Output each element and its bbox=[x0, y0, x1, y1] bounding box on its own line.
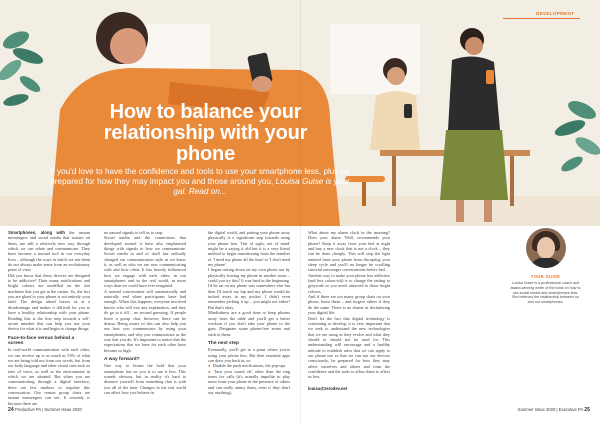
subheading: Face-to-face versus behind a screen bbox=[8, 335, 75, 346]
article-headline: How to balance your relationship with your phone bbox=[103, 101, 308, 165]
standfirst-text: If you'd love to have the confidence and tools to use your smartphone less, plus be prepared for how they may impact you and those around you, bbox=[50, 167, 350, 187]
paragraph: Don't let the fact that digital technology is continuing to develop, it is very important that we seek to understand the new technologies that we are using as they evolve and what they should or should not be used for. This understanding will encourage and a healthy attitude to establish rules that we can apply to our phone use so that we can use our devices consciously, be prepared for how they may affect ourselves and others and form the confidence and the tools to allow them to affect us less. bbox=[308, 315, 390, 380]
paragraph: Another way to make your phone less addictive (and less colour-ish) is to change the setting to greyscale so you aren't attracted to those bright colours. bbox=[308, 272, 390, 294]
paragraph: Mindfulness are a good time to keep phones away from the table and you'll get a better workout if you don't take your phone to the gym. Designate some phone-free zones and stick to them. bbox=[208, 310, 290, 337]
paragraph: And if there are too many group chats on your phone, leave them – and forgive others if they do the same. There is no shame in decluttering your digital life. bbox=[308, 294, 390, 316]
subheading: A way forward? bbox=[104, 356, 140, 362]
page-number: 25 bbox=[584, 407, 590, 413]
author-box bbox=[503, 228, 588, 305]
author-box-title: YOUR GUIDE bbox=[530, 274, 561, 279]
paragraph: Eventually, you'll get to a point where you're using your phone less. But then essential apps can draw you back in, so: bbox=[208, 347, 290, 363]
footer-text: Summer Issue 2020 | Executive PA bbox=[517, 407, 584, 412]
section-tag: DEVELOPMENT bbox=[536, 11, 575, 16]
body-column-4 bbox=[308, 230, 390, 391]
bullet-dot-icon: ● bbox=[208, 368, 212, 374]
footer-text: Productive PA | Summer Issue 2020 bbox=[14, 407, 82, 412]
author-email: louisa@zerodev.net bbox=[308, 385, 348, 391]
standfirst-author: Louisa Guise is your gal. Read on... bbox=[173, 177, 350, 197]
avatar bbox=[526, 228, 566, 268]
paragraph: Social media and the connections that developed around it have also emphasised things with signals to how we communicate. Social media in and of itself has radically changed our communication style as we know it, as well as who we are now communicating with and how often. It has heavily influenced how we engage with each other, in our smartphones and in the real world, in more ways than we could have ever imagined. bbox=[104, 235, 186, 289]
paragraph: A normal conversation will automatically and naturally end when participants have had enough. When this happens, everyone involved knows who will exit any explanation, and they do go to it till – no second guessing. If people leave a group chat, however, there can be drama. Being aware of this can also help you use how you communicate by using your smartphones, and why you communicate as the way that you do. It's important to notice that the expectations that we have for each other have become so high. bbox=[104, 288, 186, 353]
bullet-item: ● Disable the push notifications, the pop-ups. bbox=[208, 363, 287, 369]
paragraph: the digital world, and putting your phone away physically is a significant step towards using your phone less. 'Out of sight, out of mind' might be a saying it old but it is a very literal method to begin transitioning from the mindset of 'I need my phone all the time' to 'I don't need my phone'. bbox=[208, 230, 290, 268]
footer-right bbox=[518, 407, 590, 413]
page-spine bbox=[300, 0, 301, 424]
paragraph: One way to lessen the hold that your smartphone has on you is to use it less. This sounds obvious, but in reality it's hard to distance yourself from something that is with you all of the time. Changes in the real world can affect how you behave in bbox=[104, 363, 186, 395]
body-column-3 bbox=[208, 230, 290, 395]
paragraph: In real-world communication with each other, we can receive up to as much as 93% of what we are being told not from our words, but from our body language and other visual cues such as tone of voice, as well as the environment in which we are situated. But when you are communicating through a digital interface, there are few markers to regulate this conversation. Our reason group chats are instant messengers can see. It certainly is because there are bbox=[8, 347, 90, 406]
body-column-1 bbox=[8, 230, 90, 406]
author-bio: Louisa Guise is a professional coach and award-winning writer of the book on how to use social media and smartphones less. She believes the relationship between us and our smartphones. bbox=[510, 281, 581, 305]
page-number: 24 bbox=[8, 407, 14, 413]
window-panel bbox=[330, 24, 420, 94]
subheading: The next step bbox=[208, 340, 239, 346]
article-standfirst bbox=[50, 167, 350, 198]
lead-in: Smartphones, along with bbox=[8, 230, 65, 235]
section-rule bbox=[503, 18, 580, 19]
paragraph: I began cutting down on my own phone use by physically leaving my phone in another room – could you try this? It was hard in the beginning. I'd be sat on my phone was somewhere else but then I'd touch my hip and my phone would be tucked away in my pocket. I didn't even remember picking it up – you might not either! But that's okay. bbox=[208, 267, 290, 310]
phone-icon bbox=[486, 70, 494, 84]
footer-left bbox=[8, 407, 82, 413]
paragraph: no natural signals to tell us to stop. bbox=[104, 230, 164, 235]
bullet-item: ● Turn your sound off, other than the ring tones for calls (it's actually impolite to play noise from your phone in the presence of others and can really annoy them, even if they don't say anything). bbox=[208, 368, 290, 395]
bullet-dot-icon: ● bbox=[208, 363, 211, 369]
paragraph: What about my alarm clock in the morning? Does your alarm 'Well, recommends your phone? Keep it away from your bed at night and buy a new clock that is not a clock – they can be done cheaply. This will stop the light emitted from your phone from disrupting your sleep cycle and you'll no longer be scrolling stressful messenger conversations before bed. bbox=[308, 230, 390, 273]
phone-icon bbox=[404, 104, 412, 118]
paragraph: Did you know that these devices are designed to be addictive? Their many notifications and bright colours are modelled on the slot machines that you get at the casino. So, the fact you are glued to your phone is not entirely your fault. The design ahead leaves us at a disadvantage and makes it difficult for you to have a healthy relationship with your phone. Reading this is the first step towards a self-aware mindset that can help you use your device for what it is and begin to change things. bbox=[8, 272, 90, 332]
paragraph: the instant messengers and social media that sustain on them, are still a relatively new way through which we can relate and communicate. They have become a normal tool in our everyday lives – although the ways in which we use them do not always make sense from an evolutionary point of view. bbox=[8, 230, 90, 273]
body-column-2 bbox=[104, 230, 186, 395]
